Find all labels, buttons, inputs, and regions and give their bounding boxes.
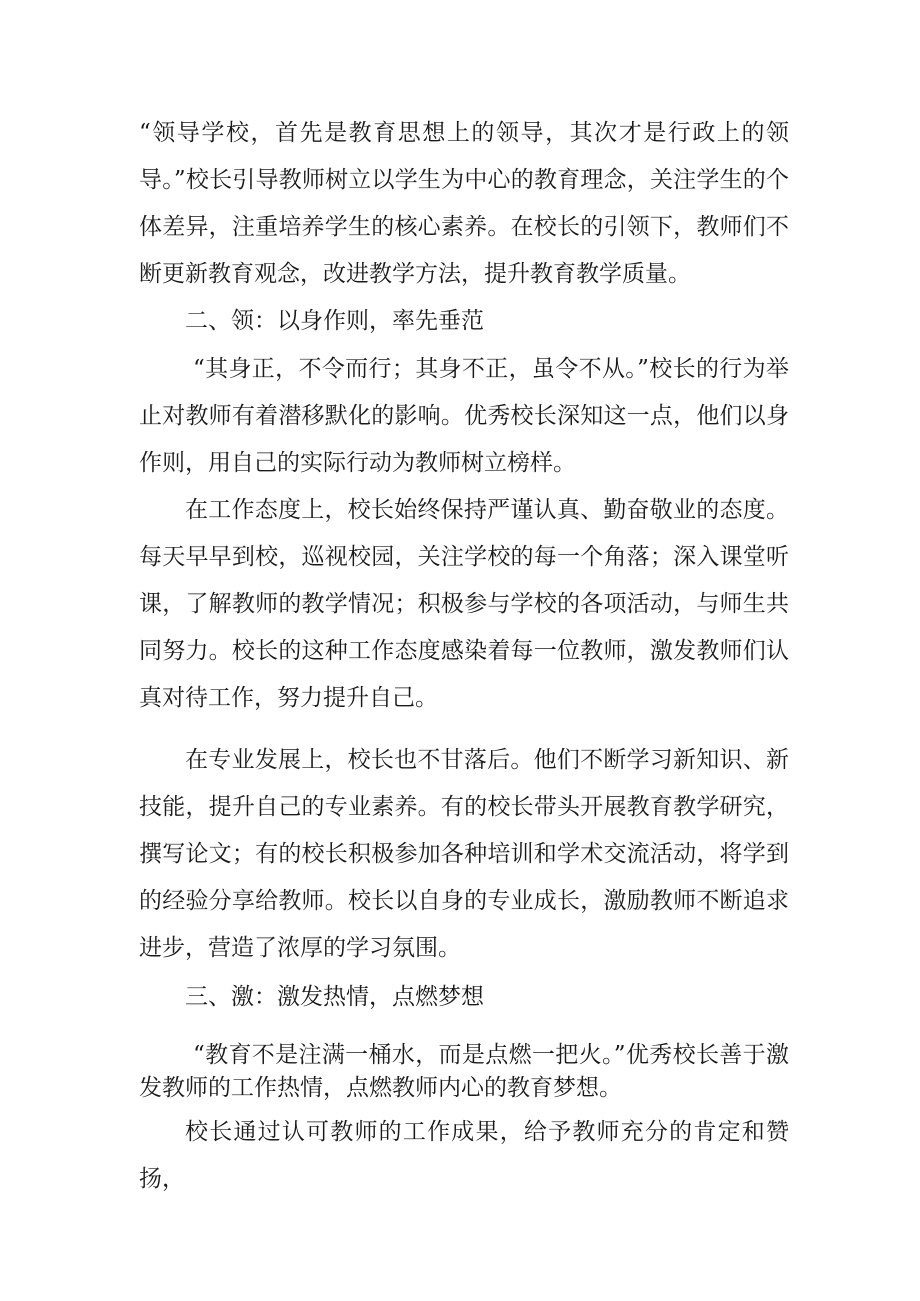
- paragraph-leadership-thought: “领导学校，首先是教育思想上的领导，其次才是行政上的领导。”校长引导教师树立以学生为中心的教育理念，关注学生的个体差异，注重培养学生的核心素养。在校长的引领下，教师们不断更新教育观念，改进教学方法，提升教育教学质量。: [139, 120, 789, 287]
- paragraph-lead-by-example: “其身正，不令而行；其身不正，虽令不从。”校长的行为举止对教师有着潜移默化的影响。优秀校长深知这一点，他们以身作则，用自己的实际行动为教师树立榜样。: [139, 356, 789, 476]
- paragraph-work-attitude: 在工作态度上，校长始终保持严谨认真、勤奋敬业的态度。每天早早到校，巡视校园，关注学校的每一个角落；深入课堂听课，了解教师的教学情况；积极参与学校的各项活动，与师生共同努力。校长的这种工作态度感染着每一位教师，激发教师们认真对待工作，努力提升自己。: [139, 497, 789, 711]
- section-heading-3: 三、激：激发热情，点燃梦想: [185, 984, 484, 1010]
- section-heading-2: 二、领：以身作则，率先垂范: [185, 308, 484, 334]
- paragraph-recognition: 校长通过认可教师的工作成果，给予教师充分的肯定和赞扬，: [139, 1119, 789, 1192]
- paragraph-professional-development: 在专业发展上，校长也不甘落后。他们不断学习新知识、新技能，提升自己的专业素养。有的校长带头开展教育教学研究，撰写论文；有的校长积极参加各种培训和学术交流活动，将学到的经验分享给教师。校长以自身的专业成长，激励教师不断追求进步，营造了浓厚的学习氛围。: [139, 747, 789, 961]
- paragraph-inspire-passion: “教育不是注满一桶水，而是点燃一把火。”优秀校长善于激发教师的工作热情，点燃教师内心的教育梦想。: [139, 1042, 789, 1101]
